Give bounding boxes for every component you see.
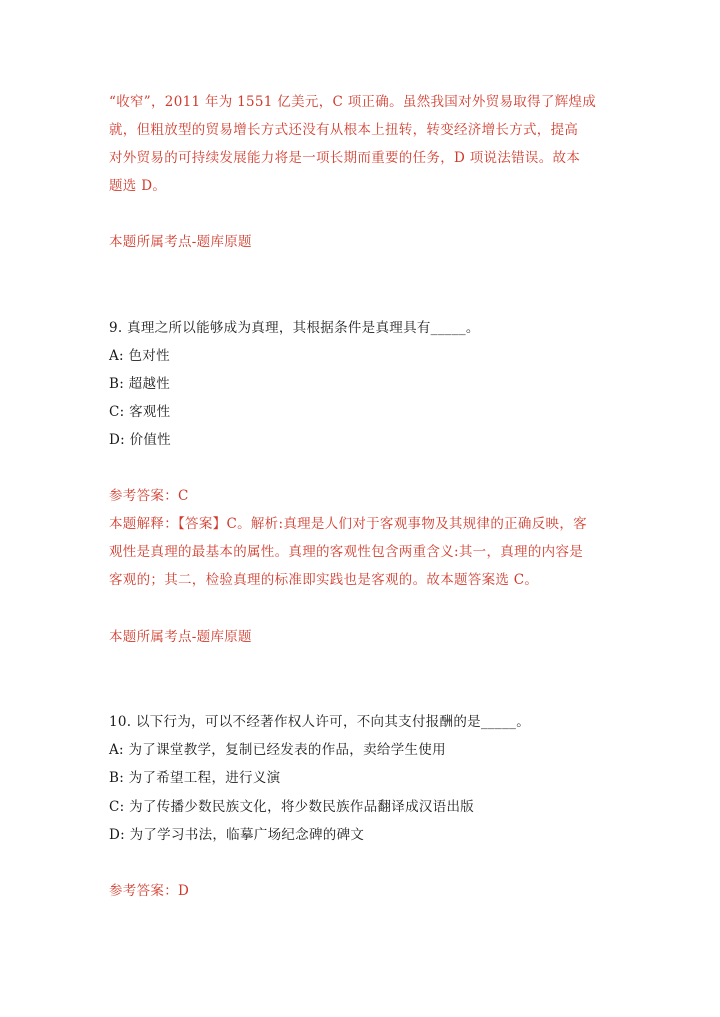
q9-option-c: C: 客观性 bbox=[109, 404, 171, 420]
q9-explanation-line-2: 观性是真理的最基本的属性。真理的客观性包含两重含义:其一，真理的内容是 bbox=[109, 544, 584, 560]
q10-option-b: B: 为了希望工程，进行义演 bbox=[109, 770, 281, 786]
prev-explanation-line-2: 就，但粗放型的贸易增长方式还没有从根本上扭转，转变经济增长方式，提高 bbox=[109, 122, 579, 138]
q9-option-b: B: 超越性 bbox=[109, 376, 171, 392]
q9-answer: 参考答案：C bbox=[109, 488, 189, 504]
prev-source-note: 本题所属考点-题库原题 bbox=[109, 234, 252, 250]
q10-stem: 10. 以下行为，可以不经著作权人许可，不向其支付报酬的是_____。 bbox=[109, 714, 531, 730]
q9-explanation-line-3: 客观的；其二，检验真理的标准即实践也是客观的。故本题答案选 C。 bbox=[109, 572, 539, 588]
q9-explanation-line-1: 本题解释：【答案】C。解析:真理是人们对于客观事物及其规律的正确反映，客 bbox=[109, 516, 587, 532]
q10-option-d: D: 为了学习书法，临摹广场纪念碑的碑文 bbox=[109, 827, 365, 843]
prev-explanation-line-1: “收窄”，2011 年为 1551 亿美元，C 项正确。虽然我国对外贸易取得了辉煌成 bbox=[109, 94, 597, 110]
prev-explanation-line-3: 对外贸易的可持续发展能力将是一项长期而重要的任务，D 项说法错误。故本 bbox=[109, 150, 581, 166]
q9-stem: 9. 真理之所以能够成为真理，其根据条件是真理具有_____。 bbox=[109, 320, 480, 336]
q9-source-note: 本题所属考点-题库原题 bbox=[109, 629, 252, 645]
q9-option-a: A: 色对性 bbox=[109, 348, 170, 364]
q9-option-d: D: 价值性 bbox=[109, 432, 171, 448]
q10-answer: 参考答案：D bbox=[109, 883, 190, 899]
prev-explanation-line-4: 题选 D。 bbox=[109, 178, 167, 194]
q10-option-c: C: 为了传播少数民族文化，将少数民族作品翻译成汉语出版 bbox=[109, 799, 475, 815]
q10-option-a: A: 为了课堂教学，复制已经发表的作品，卖给学生使用 bbox=[109, 742, 446, 758]
